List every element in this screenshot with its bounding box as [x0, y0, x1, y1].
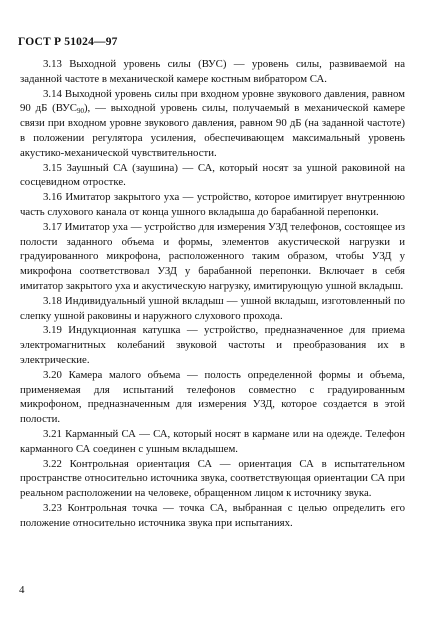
paragraph-3-21: 3.21 Карманный СА — СА, который носят в кармане или на одежде. Телефон карманного СА соединен с ушным вкладышем. [20, 427, 405, 455]
paragraph-3-14-part-1: 3.14 Выходной уровень силы при входном уровне звукового давления, равном 90 дБ (ВУС [20, 87, 405, 115]
paragraph-3-16: 3.16 Имитатор закрытого уха — устройство, которое имитирует внутреннюю часть слухового канала от конца ушного вкладыша до барабанной перепонки. [20, 191, 405, 218]
paragraph-3-23: 3.23 Контрольная точка — точка СА, выбранная с целью определить его положение относительно источника звука при испытаниях. [20, 501, 405, 529]
paragraph-3-13: 3.13 Выходной уровень силы (ВУС) — уровень силы, развиваемой на заданной частоте в механической камере костным вибратором СА. [20, 58, 405, 85]
paragraph-3-17: 3.17 Имитатор уха — устройство для измерения УЗД телефонов, состоящее из полости заданного объема и формы, элементов акустической нагрузки и градуированного микрофона, расположенного таким образом, чтобы УЗД у микрофона соответствовал УЗД у барабанной перепонки. Включает в себя имитатор закрытого уха и акустическую нагрузку, имитирующую ушной вкладыш. [20, 220, 405, 292]
document-code-header: ГОСТ Р 51024—97 [18, 36, 118, 48]
paragraph-3-18: 3.18 Индивидуальный ушной вкладыш — ушной вкладыш, изготовленный по слепку ушной раковины и наружного слухового прохода. [20, 294, 405, 322]
page-number: 4 [19, 584, 25, 596]
paragraph-3-14-subscript: 90 [76, 107, 84, 116]
paragraph-3-14-part-2: ), — выходной уровень силы, получаемый в механической камере связи при входном уровне звукового давления, равном 90 дБ (на заданной частоте) в положении регулятора усиления, обеспечивающем максимальный уровень акустико-механической чувствительности. [20, 102, 405, 159]
paragraph-3-20: 3.20 Камера малого объема — полость определенной формы и объема, применяемая для испытаний телефонов совместно с градуированным микрофоном, предназначенным для измерения УЗД, которое создается в этой полости. [20, 368, 405, 426]
document-body [20, 57, 405, 531]
paragraph-3-15: 3.15 Заушный СА (заушина) — СА, который носят за ушной раковиной на сосцевидном отростке. [20, 161, 405, 189]
paragraph-3-19: 3.19 Индукционная катушка — устройство, предназначенное для приема электромагнитных колебаний звуковой частоты и преобразования их в электрические. [20, 324, 405, 366]
paragraph-3-22: 3.22 Контрольная ориентация СА — ориентация СА в испытательном пространстве относительно источника звука, соответствующая ориентации СА при реальном расположении на человеке, обращенном лицом к источнику звука. [20, 457, 405, 500]
paragraph-3-14 [20, 87, 405, 161]
